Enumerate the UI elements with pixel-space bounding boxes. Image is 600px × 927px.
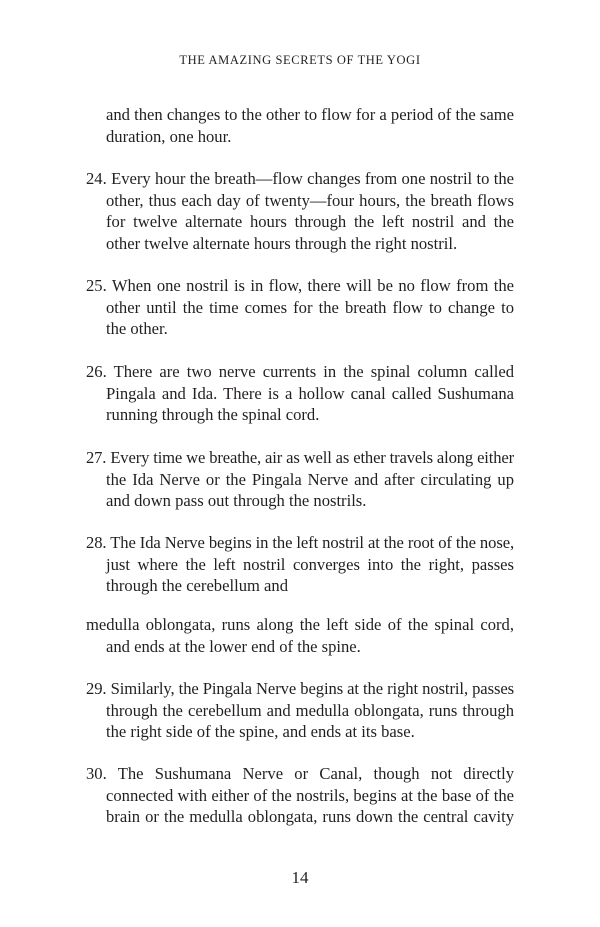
paragraph-continuation	[86, 104, 514, 147]
numbered-paragraph-26	[86, 361, 514, 426]
text-line: Pingala and Ida. There is a hollow canal called Sushumana	[106, 383, 514, 403]
text-line: 25. When one nostril is in flow, there will be no flow from the	[86, 276, 514, 295]
text-line: the Ida Nerve or the Pingala Nerve and after circulating up	[106, 469, 514, 489]
text-line: 30. The Sushumana Nerve or Canal, though not directly	[86, 764, 514, 783]
text-line: and down pass out through the nostrils.	[106, 491, 367, 510]
numbered-paragraph-25	[86, 275, 514, 340]
text-line: 29. Similarly, the Pingala Nerve begins at the right nostril, passes	[86, 679, 515, 698]
page-number: 14	[291, 868, 309, 887]
text-line: duration, one hour.	[106, 126, 232, 146]
text-line: 24. Every hour the breath—flow changes from one nostril to the	[86, 169, 514, 188]
text-line: 27. Every time we breathe, air as well as ether travels along either	[86, 448, 514, 467]
text-line: 26. There are two nerve currents in the spinal column called	[86, 362, 514, 381]
numbered-paragraph-28	[86, 532, 514, 597]
text-line: the right side of the spine, and ends at its base.	[106, 722, 415, 741]
text-line: other until the time comes for the breath flow to change to	[106, 297, 514, 317]
text-line: running through the spinal cord.	[106, 405, 320, 424]
text-line: connected with either of the nostrils, begins at the base of the	[106, 785, 514, 805]
text-line: through the cerebellum and	[106, 576, 289, 595]
text-line: and then changes to the other to flow for a period of the same	[106, 105, 514, 124]
text-line: for twelve alternate hours through the left nostril and the	[106, 212, 514, 231]
paragraph-continuation	[86, 614, 514, 657]
numbered-paragraph-30	[86, 763, 514, 828]
text-line: through the cerebellum and medulla oblongata, runs through	[106, 700, 514, 720]
numbered-paragraph-24	[86, 168, 514, 254]
text-line: other twelve alternate hours through the right nostril.	[106, 233, 458, 253]
running-head: THE AMAZING SECRETS OF THE YOGI	[179, 53, 421, 67]
text-line: 28. The Ida Nerve begins in the left nostril at the root of the nose,	[86, 533, 515, 552]
numbered-paragraph-27	[86, 447, 514, 512]
text-line: the other.	[106, 319, 168, 338]
text-line: just where the left nostril converges into the right, passes	[106, 554, 514, 574]
text-line: other, thus each day of twenty—four hours, the breath flows	[106, 190, 514, 210]
text-line: and ends at the lower end of the spine.	[106, 636, 361, 656]
text-line: medulla oblongata, runs along the left side of the spinal cord,	[86, 615, 514, 634]
text-line: brain or the medulla oblongata, runs down the central cavity	[106, 807, 514, 826]
numbered-paragraph-29	[86, 678, 514, 743]
